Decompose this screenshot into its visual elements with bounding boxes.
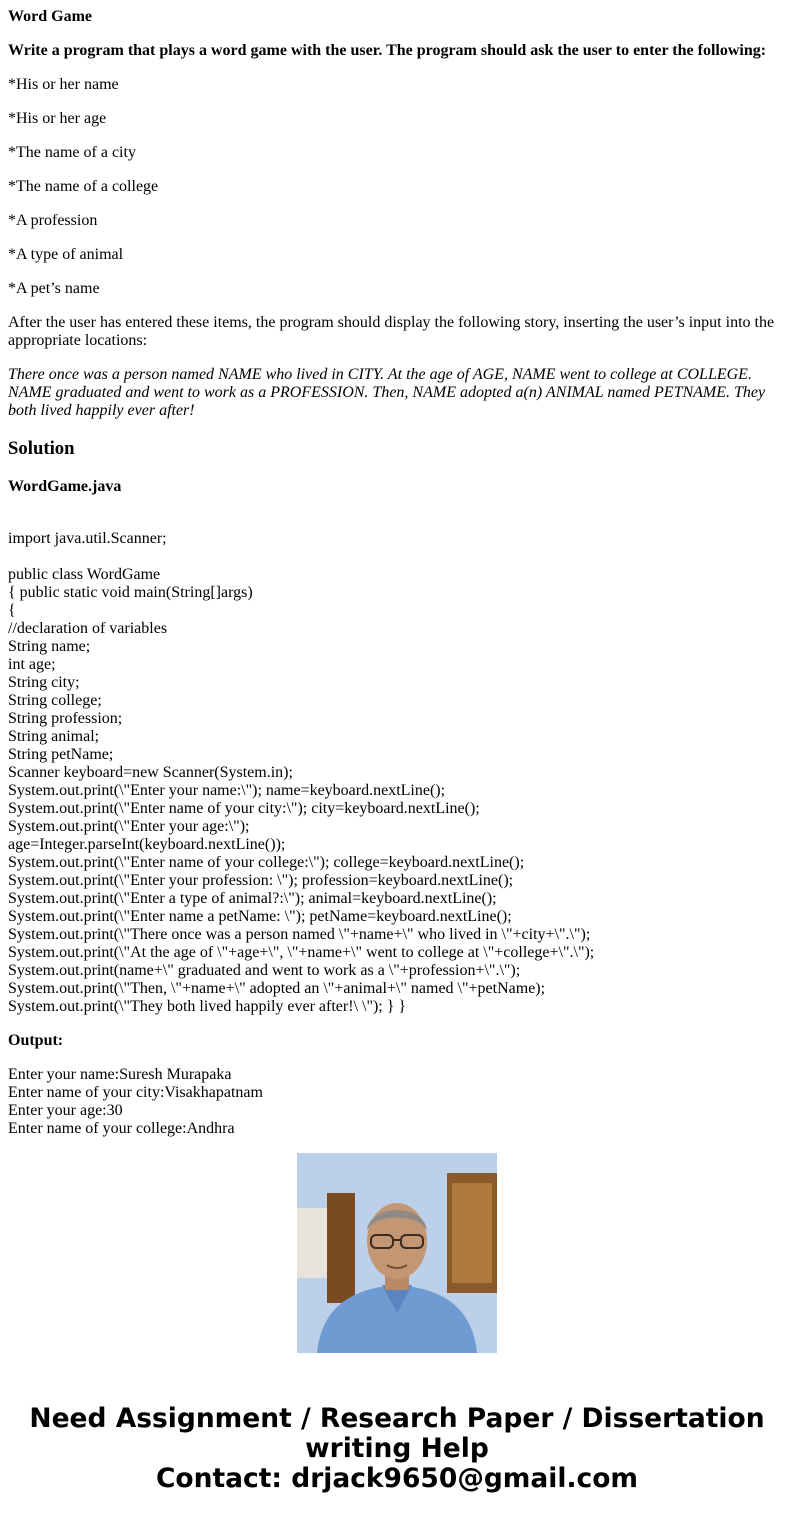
output-line: Enter name of your college:Andhra [8,1120,235,1137]
promo-line: Need Assignment / Research Paper / Dissertation [29,1403,765,1434]
instruction-text: After the user has entered these items, the program should display the following story, inserting the user’s input into the appropriate locations: [8,314,775,349]
code-line: import java.util.Scanner; [8,530,167,547]
code-listing [8,512,788,1016]
code-line: System.out.print(\"Enter your profession: \"); profession=keyboard.nextLine(); [8,872,514,889]
code-line: System.out.print(\"Enter a type of animal?:\"); animal=keyboard.nextLine(); [8,890,497,907]
code-line: Scanner keyboard=new Scanner(System.in); [8,764,293,781]
code-line: System.out.print(\"Enter name of your college:\"); college=keyboard.nextLine(); [8,854,525,871]
code-line: //declaration of variables [8,620,168,637]
author-avatar-photo [297,1153,497,1353]
code-line: System.out.print(name+\" graduated and went to work as a \"+profession+\".\"); [8,962,521,979]
code-line: String petName; [8,746,114,763]
solution-filename: WordGame.java [8,478,122,495]
document-body [8,0,788,1137]
code-line [8,548,788,566]
code-line [8,512,788,530]
code-line: String animal; [8,728,100,745]
code-line: public class WordGame [8,566,161,583]
code-line: int age; [8,656,56,673]
code-line: System.out.print(\"Enter your age:\"); [8,818,250,835]
output-line: Enter your age:30 [8,1102,123,1119]
story-template: There once was a person named NAME who lived in CITY. At the age of AGE, NAME went to college at COLLEGE. NAME graduated and went to work as a PROFESSION. Then, NAME adopted a(n) ANIMAL named PETNAME. They both lived happily ever after! [8,366,766,419]
promo-contact: Contact: drjack9650@gmail.com [155,1463,639,1494]
code-line: System.out.print(\"Enter name a petName: \"); petName=keyboard.nextLine(); [8,908,512,925]
code-line: System.out.print(\"Enter name of your city:\"); city=keyboard.nextLine(); [8,800,480,817]
output-line: Enter your name:Suresh Murapaka [8,1066,232,1083]
code-line: System.out.print(\"There once was a person named \"+name+\" who lived in \"+city+\".\"); [8,926,591,943]
requirement-item: *His or her name [8,76,119,93]
person-portrait-icon [297,1153,497,1353]
code-line: String profession; [8,710,123,727]
output-line: Enter name of your city:Visakhapatnam [8,1084,263,1101]
requirement-item: *The name of a college [8,178,159,195]
code-line: { [8,602,16,619]
requirement-item: *His or her age [8,110,107,127]
code-line: String city; [8,674,80,691]
code-line: String name; [8,638,91,655]
promo-line: writing Help [305,1433,489,1464]
code-line: System.out.print(\"Enter your name:\"); name=keyboard.nextLine(); [8,782,446,799]
requirement-item: *The name of a city [8,144,136,161]
requirement-item: *A profession [8,212,98,229]
output-label: Output: [8,1032,64,1049]
code-line: String college; [8,692,102,709]
code-line: age=Integer.parseInt(keyboard.nextLine()); [8,836,286,853]
question-prompt: Write a program that plays a word game with the user. The program should ask the user to enter the following: [8,42,767,59]
code-line: System.out.print(\"They both lived happily ever after!\ \"); } } [8,998,407,1015]
requirement-item: *A type of animal [8,246,124,263]
code-line: System.out.print(\"Then, \"+name+\" adopted an \"+animal+\" named \"+petName); [8,980,546,997]
requirement-item: *A pet’s name [8,280,100,297]
output-listing [8,1066,788,1138]
code-line: System.out.print(\"At the age of \"+age+\", \"+name+\" went to college at \"+college+\".\"); [8,944,595,961]
code-line: { public static void main(String[]args) [8,584,253,601]
question-title: Word Game [8,8,92,25]
solution-heading: Solution [8,438,75,459]
promo-banner [0,1404,794,1494]
